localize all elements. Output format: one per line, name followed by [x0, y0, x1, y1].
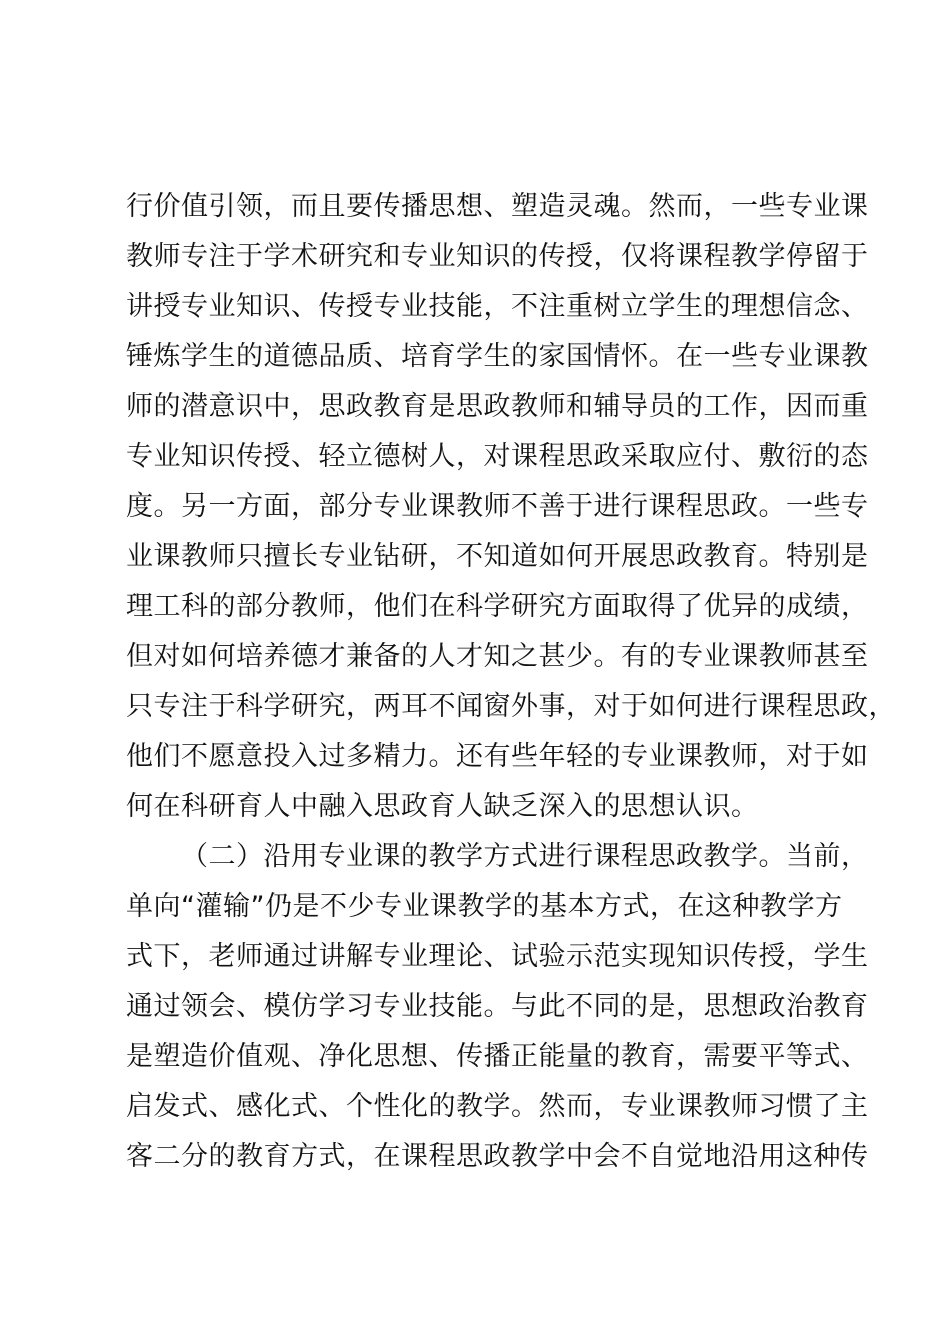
text-line: 师的潜意识中，思政教育是思政教师和辅导员的工作，因而重 [126, 391, 869, 422]
text-line: 锤炼学生的道德品质、培育学生的家国情怀。在一些专业课教 [126, 341, 869, 372]
text-line: 启发式、感化式、个性化的教学。然而，专业课教师习惯了主 [126, 1091, 869, 1122]
text-line: 式下，老师通过讲解专业理论、试验示范实现知识传授，学生 [126, 941, 869, 972]
text-line: 是塑造价值观、净化思想、传播正能量的教育，需要平等式、 [126, 1041, 869, 1072]
text-line: 行价值引领，而且要传播思想、塑造灵魂。然而，一些专业课 [126, 191, 869, 222]
text-line: 业课教师只擅长专业钻研，不知道如何开展思政教育。特别是 [126, 541, 869, 572]
text-line: 他们不愿意投入过多精力。还有些年轻的专业课教师，对于如 [126, 741, 869, 772]
text-line: 专业知识传授、轻立德树人，对课程思政采取应付、敷衍的态 [126, 441, 869, 472]
section-heading-line: （二）沿用专业课的教学方式进行课程思政教学。当前， [181, 841, 869, 872]
text-line: 讲授专业知识、传授专业技能，不注重树立学生的理想信念、 [126, 291, 869, 322]
text-line: 教师专注于学术研究和专业知识的传授，仅将课程教学停留于 [126, 241, 869, 272]
text-line: 但对如何培养德才兼备的人才知之甚少。有的专业课教师甚至 [126, 641, 869, 672]
text-line: 只专注于科学研究，两耳不闻窗外事，对于如何进行课程思政， [126, 691, 896, 722]
text-line: 何在科研育人中融入思政育人缺乏深入的思想认识。 [126, 791, 759, 822]
text-line: 理工科的部分教师，他们在科学研究方面取得了优异的成绩， [126, 591, 869, 622]
body-text [126, 182, 896, 1182]
text-line: 客二分的教育方式，在课程思政教学中会不自觉地沿用这种传 [126, 1141, 869, 1172]
text-line: 单向“灌输”仍是不少专业课教学的基本方式，在这种教学方 [126, 891, 843, 922]
text-line: 度。另一方面，部分专业课教师不善于进行课程思政。一些专 [126, 491, 869, 522]
text-line: 通过领会、模仿学习专业技能。与此不同的是，思想政治教育 [126, 991, 869, 1022]
